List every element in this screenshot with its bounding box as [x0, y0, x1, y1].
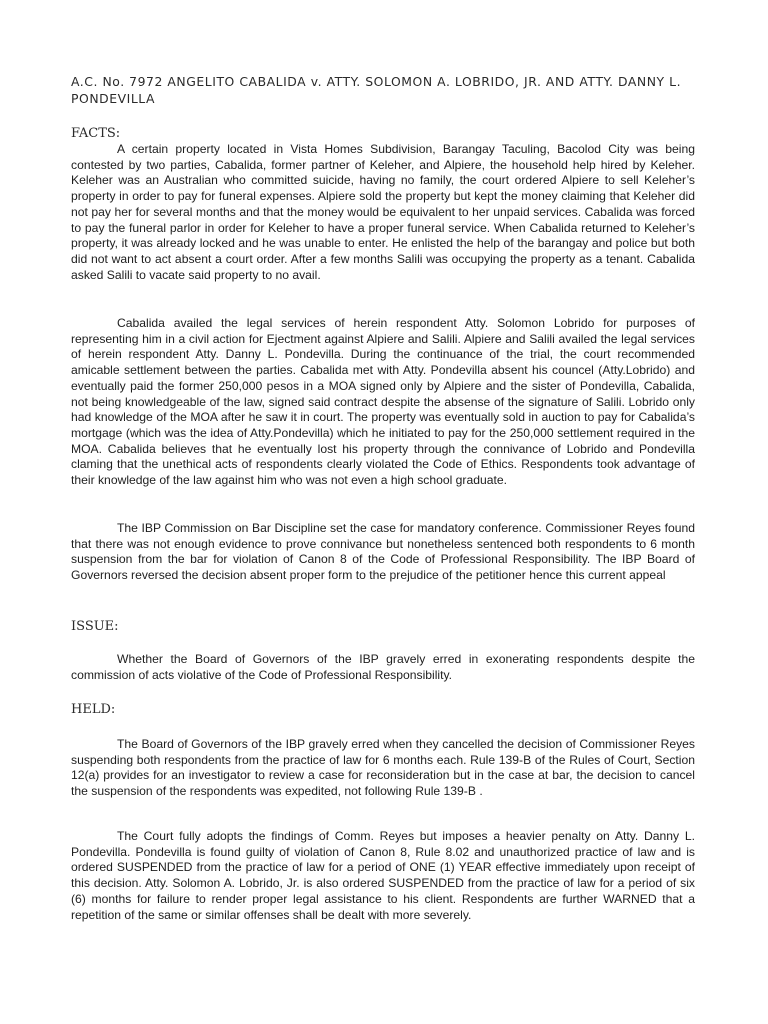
held-paragraph-1: The Board of Governors of the IBP gravely erred when they cancelled the decision of Commissioner Reyes suspending both respondents from the practice of law for 6 months each. Rule 139-B of the Rules of Court, Section 12(a) provides for an investigator to review a case for reconsideration but in the case at bar, the decision to cancel the suspension of the respondents was expedited, not following Rule 139-B .: [71, 737, 695, 799]
facts-paragraph-2: Cabalida availed the legal services of herein respondent Atty. Solomon Lobrido for purposes of representing him in a civil action for Ejectment against Alpiere and Salili. Alpiere and Salili availed the legal services of herein respondent Atty. Danny L. Pondevilla. During the continuance of the trial, the court recommended amicable settlement between the parties. Cabalida met with Atty. Pondevilla absent his councel (Atty.Lobrido) and eventually paid the former 250,000 pesos in a MOA signed only by Alpiere and the sister of Pondevilla, Cabalida, not being knowledgeable of the law, signed said contract despite the absense of the signature of Salili. Lobrido only had knowledge of the MOA after he saw it in court. The property was eventually sold in auction to pay for Cabalida’s mortgage (which was the idea of Atty.Pondevilla) which he initiated to pay for the 250,000 settlement required in the MOA. Cabalida believes that he eventually lost his property through the connivance of Lobrido and Pondevilla claming that the unethical acts of respondents clearly violated the Code of Ethics. Respondents took advantage of their knowledge of the law against him who was not even a high school graduate.: [71, 316, 695, 488]
issue-heading: ISSUE:: [71, 619, 119, 634]
facts-heading: FACTS:: [71, 126, 121, 141]
issue-paragraph: Whether the Board of Governors of the IBP gravely erred in exonerating respondents despite the commission of acts violative of the Code of Professional Responsibility.: [71, 652, 695, 682]
case-title: A.C. No. 7972 ANGELITO CABALIDA v. ATTY. SOLOMON A. LOBRIDO, JR. AND ATTY. DANNY L. PONDEVILLA: [71, 74, 682, 106]
held-heading: HELD:: [71, 702, 116, 717]
held-paragraph-2: The Court fully adopts the findings of Comm. Reyes but imposes a heavier penalty on Atty. Danny L. Pondevilla. Pondevilla is found guilty of violation of Canon 8, Rule 8.02 and unauthorized practice of law and is ordered SUSPENDED from the practice of law for a period of ONE (1) YEAR effective immediately upon receipt of this decision. Atty. Solomon A. Lobrido, Jr. is also ordered SUSPENDED from the practice of law for a period of six (6) months for failure to render proper legal assistance to his client. Respondents are further WARNED that a repetition of the same or similar offenses shall be dealt with more severely.: [71, 829, 695, 922]
facts-paragraph-3: The IBP Commission on Bar Discipline set the case for mandatory conference. Commissioner Reyes found that there was not enough evidence to prove connivance but nonetheless sentenced both respondents to 6 month suspension from the bar for violation of Canon 8 of the Code of Professional Responsibility. The IBP Board of Governors reversed the decision absent proper form to the prejudice of the petitioner hence this current appeal: [71, 521, 695, 583]
facts-paragraph-1: A certain property located in Vista Homes Subdivision, Barangay Taculing, Bacolod City was being contested by two parties, Cabalida, former partner of Keleher, and Alpiere, the household help hired by Keleher. Keleher was an Australian who committed suicide, having no family, the court ordered Alpiere to sell Keleher’s property in order to pay for funeral expenses. Alpiere sold the property but kept the money claiming that Keleher did not pay her for several months and that the money would be equivalent to her unpaid services. Cabalida was forced to pay the funeral parlor in order for Keleher to have a proper funeral service. When Cabalida returned to Keleher’s property, it was already locked and he was unable to enter. He enlisted the help of the barangay and police but both did not want to act absent a court order. After a few months Salili was occupying the property as a tenant. Cabalida asked Salili to vacate said property to no avail.: [71, 142, 695, 282]
